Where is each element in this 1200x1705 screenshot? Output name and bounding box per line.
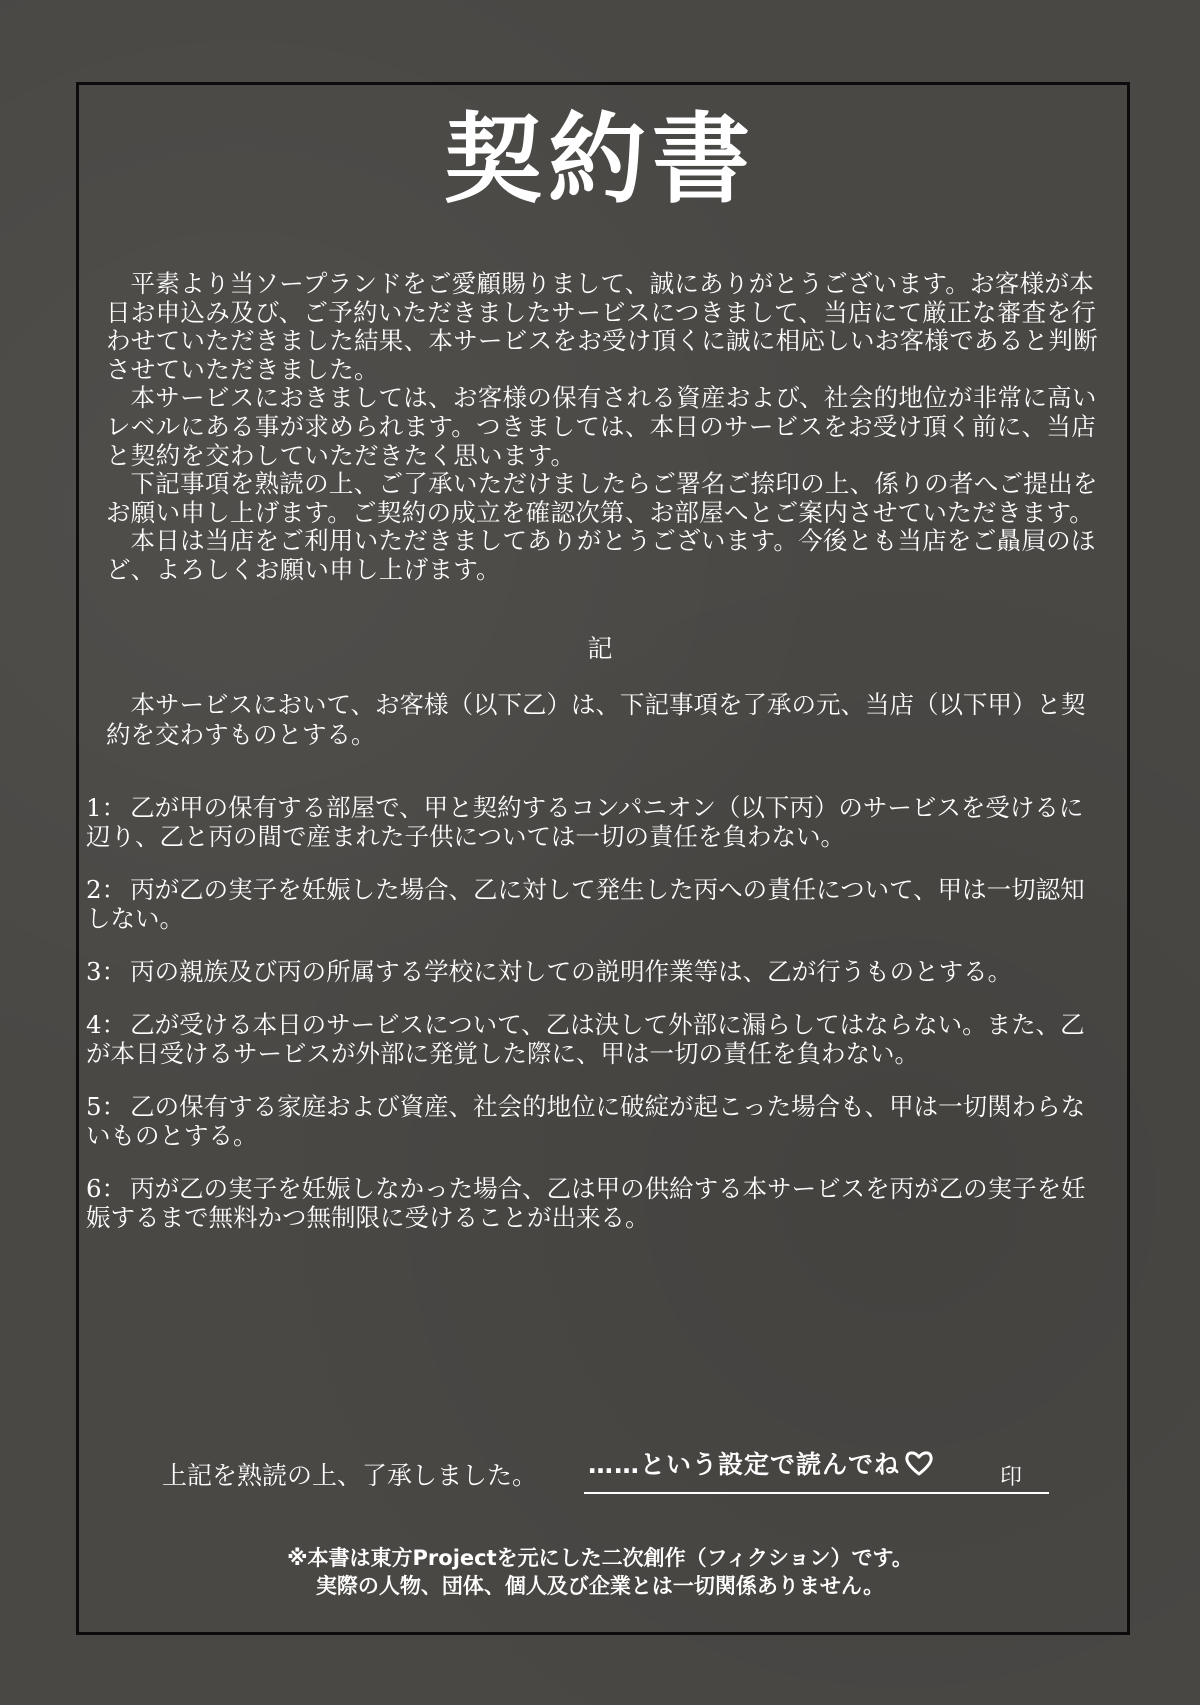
clause-text: 乙の保有する家庭および資産、社会的地位に破綻が起こった場合も、甲は一切関わらないものとする。 (86, 1092, 1086, 1150)
seal-label: 印 (1000, 1465, 1023, 1490)
clause-text: 乙が甲の保有する部屋で、甲と契約するコンパニオン（以下丙）のサービスを受けるに辺り、乙と丙の間で産まれた子供については一切の責任を負わない。 (86, 793, 1084, 851)
clause-item-5 (86, 1092, 1096, 1150)
clause-item-4 (86, 1010, 1096, 1068)
signature-label: 上記を熟読の上、了承しました。 (162, 1461, 538, 1490)
contract-preamble: 本サービスにおいて、お客様（以下乙）は、下記事項を了承の元、当店（以下甲）と契約を交わすものとする。 (106, 690, 1086, 749)
clause-text: 乙が受ける本日のサービスについて、乙は決して外部に漏らしてはならない。また、乙が本日受けるサービスが外部に発覚した際に、甲は一切の責任を負わない。 (86, 1010, 1085, 1068)
intro-paragraph-1: 平素より当ソープランドをご愛顧賜りまして、誠にありがとうございます。お客様が本日お申込み及び、ご予約いただきましたサービスにつきまして、当店にて厳正な審査を行わせていただきました結果、本サービスをお受け頂くに誠に相応しいお客様であると判断させていただきました。 (106, 269, 1098, 384)
signature-line (584, 1492, 1049, 1494)
heart-icon (904, 1449, 934, 1477)
clause-text: 丙が乙の実子を妊娠した場合、乙に対して発生した丙への責任について、甲は一切認知しない。 (86, 875, 1085, 933)
clause-text: 丙の親族及び丙の所属する学校に対しての説明作業等は、乙が行うものとする。 (130, 957, 1013, 986)
clause-number: 3： (86, 957, 127, 986)
clause-list (86, 793, 1096, 1256)
clause-number: 1： (86, 793, 127, 822)
disclaimer-line-2: 実際の人物、団体、個人及び企業とは一切関係ありません。 (315, 1574, 885, 1598)
clause-item-2 (86, 875, 1096, 933)
signature-handwritten-text: ……という設定で読んでね (588, 1450, 901, 1479)
clause-text: 丙が乙の実子を妊娠しなかった場合、乙は甲の供給する本サービスを丙が乙の実子を妊娠するまで無料かつ無制限に受けることが出来る。 (86, 1174, 1086, 1232)
clause-item-6 (86, 1174, 1096, 1232)
signature-row (162, 1452, 1062, 1500)
intro-paragraph-4: 本日は当店をご利用いただきましてありがとうございます。今後とも当店をご贔屓のほど、よろしくお願い申し上げます。 (106, 526, 1096, 584)
signature-handwritten (588, 1448, 934, 1482)
clause-number: 6： (86, 1174, 127, 1203)
intro-section (106, 270, 1106, 585)
intro-paragraph-2: 本サービスにおきましては、お客様の保有される資産および、社会的地位が非常に高いレベルにある事が求められます。つきましては、本日のサービスをお受け頂く前に、当店と契約を交わしていただきたく思います。 (106, 383, 1097, 470)
document-title: 契約書 (443, 102, 756, 217)
disclaimer (0, 1544, 1200, 1600)
clause-number: 5： (86, 1092, 127, 1121)
clause-item-1 (86, 793, 1096, 851)
clause-number: 2： (86, 875, 127, 904)
intro-paragraph-3: 下記事項を熟読の上、ご了承いただけましたらご署名ご捺印の上、係りの者へご提出をお願い申し上げます。ご契約の成立を確認次第、お部屋へとご案内させていただきます。 (106, 469, 1098, 527)
ki-heading: 記 (587, 634, 613, 663)
clause-number: 4： (86, 1010, 127, 1039)
disclaimer-line-1: ※本書は東方Projectを元にした二次創作（フィクション）です。 (287, 1546, 913, 1570)
clause-item-3 (86, 957, 1096, 986)
